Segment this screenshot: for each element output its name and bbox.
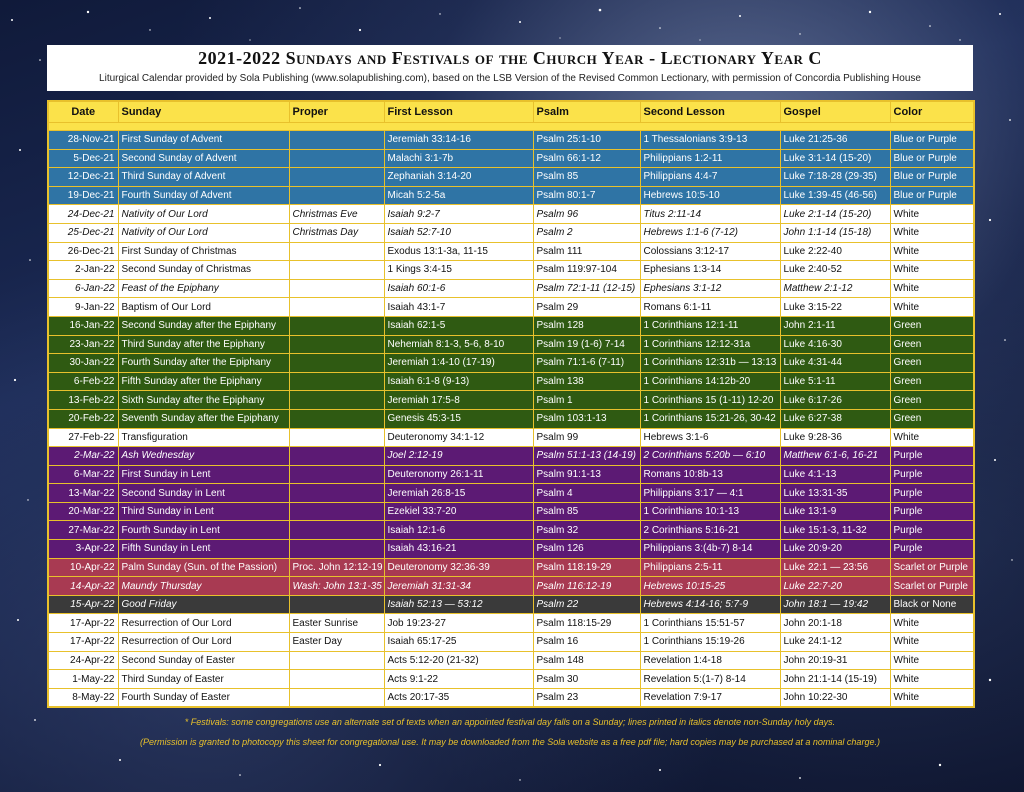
- cell-proper: [289, 316, 384, 335]
- cell-second-lesson: Hebrews 3:1-6: [640, 428, 780, 447]
- cell-date: 12-Dec-21: [48, 168, 118, 187]
- table-body: [48, 131, 974, 708]
- cell-psalm: Psalm 16: [533, 633, 640, 652]
- cell-date: 23-Jan-22: [48, 335, 118, 354]
- table-row: [48, 168, 974, 187]
- cell-sunday: Nativity of Our Lord: [118, 205, 289, 224]
- cell-proper: [289, 540, 384, 559]
- cell-second-lesson: 2 Corinthians 5:16-21: [640, 521, 780, 540]
- cell-second-lesson: 1 Corinthians 10:1-13: [640, 502, 780, 521]
- cell-first-lesson: Acts 5:12-20 (21-32): [384, 651, 533, 670]
- cell-psalm: Psalm 103:1-13: [533, 409, 640, 428]
- table-row: [48, 465, 974, 484]
- page-subtitle: Liturgical Calendar provided by Sola Publishing (www.solapublishing.com), based on the LSB Version of the Revised Common Lectionary, with permission of Concordia Publishing House: [99, 73, 921, 84]
- cell-proper: [289, 149, 384, 168]
- cell-first-lesson: 1 Kings 3:4-15: [384, 261, 533, 280]
- cell-date: 15-Apr-22: [48, 595, 118, 614]
- cell-color: White: [890, 298, 974, 317]
- cell-proper: [289, 168, 384, 187]
- cell-sunday: Second Sunday in Lent: [118, 484, 289, 503]
- cell-second-lesson: Ephesians 1:3-14: [640, 261, 780, 280]
- cell-date: 5-Dec-21: [48, 149, 118, 168]
- table-row: [48, 428, 974, 447]
- cell-first-lesson: Genesis 45:3-15: [384, 409, 533, 428]
- cell-gospel: Luke 20:9-20: [780, 540, 890, 559]
- cell-date: 13-Feb-22: [48, 391, 118, 410]
- cell-first-lesson: Isaiah 52:13 — 53:12: [384, 595, 533, 614]
- cell-date: 6-Jan-22: [48, 279, 118, 298]
- cell-proper: [289, 298, 384, 317]
- cell-sunday: First Sunday of Christmas: [118, 242, 289, 261]
- cell-sunday: Resurrection of Our Lord: [118, 614, 289, 633]
- table-row: [48, 149, 974, 168]
- cell-psalm: Psalm 118:15-29: [533, 614, 640, 633]
- cell-gospel: Luke 3:15-22: [780, 298, 890, 317]
- table-row: [48, 279, 974, 298]
- cell-proper: [289, 447, 384, 466]
- cell-date: 26-Dec-21: [48, 242, 118, 261]
- cell-psalm: Psalm 91:1-13: [533, 465, 640, 484]
- cell-second-lesson: Philippians 3:(4b-7) 8-14: [640, 540, 780, 559]
- cell-first-lesson: Isaiah 43:16-21: [384, 540, 533, 559]
- cell-color: Scarlet or Purple: [890, 577, 974, 596]
- header-color: Color: [890, 101, 974, 123]
- table-row: [48, 558, 974, 577]
- cell-second-lesson: Romans 6:1-11: [640, 298, 780, 317]
- cell-sunday: Fourth Sunday in Lent: [118, 521, 289, 540]
- cell-gospel: John 2:1-11: [780, 316, 890, 335]
- cell-date: 13-Mar-22: [48, 484, 118, 503]
- cell-color: Purple: [890, 465, 974, 484]
- header-proper: Proper: [289, 101, 384, 123]
- cell-date: 2-Mar-22: [48, 447, 118, 466]
- cell-color: White: [890, 670, 974, 689]
- cell-first-lesson: Deuteronomy 26:1-11: [384, 465, 533, 484]
- cell-date: 20-Feb-22: [48, 409, 118, 428]
- cell-gospel: Luke 1:39-45 (46-56): [780, 186, 890, 205]
- cell-first-lesson: Isaiah 9:2-7: [384, 205, 533, 224]
- title-box: [47, 45, 973, 91]
- cell-color: White: [890, 651, 974, 670]
- cell-proper: [289, 502, 384, 521]
- cell-second-lesson: Titus 2:11-14: [640, 205, 780, 224]
- cell-proper: [289, 521, 384, 540]
- cell-proper: Easter Day: [289, 633, 384, 652]
- table-row: [48, 186, 974, 205]
- table-row: [48, 688, 974, 707]
- cell-date: 16-Jan-22: [48, 316, 118, 335]
- cell-sunday: Ash Wednesday: [118, 447, 289, 466]
- cell-date: 30-Jan-22: [48, 354, 118, 373]
- cell-color: Purple: [890, 484, 974, 503]
- cell-date: 14-Apr-22: [48, 577, 118, 596]
- cell-psalm: Psalm 116:12-19: [533, 577, 640, 596]
- cell-sunday: Feast of the Epiphany: [118, 279, 289, 298]
- cell-color: Green: [890, 316, 974, 335]
- cell-proper: [289, 372, 384, 391]
- cell-sunday: Palm Sunday (Sun. of the Passion): [118, 558, 289, 577]
- cell-proper: [289, 409, 384, 428]
- cell-first-lesson: Isaiah 43:1-7: [384, 298, 533, 317]
- cell-second-lesson: Philippians 3:17 — 4:1: [640, 484, 780, 503]
- cell-psalm: Psalm 4: [533, 484, 640, 503]
- footnote-permission: (Permission is granted to photocopy this sheet for congregational use. It may be downloaded from the Sola website as a free pdf file; hard copies may be purchased at a nominal charge.): [140, 737, 880, 747]
- cell-color: Blue or Purple: [890, 168, 974, 187]
- table-row: [48, 205, 974, 224]
- cell-sunday: Fifth Sunday in Lent: [118, 540, 289, 559]
- cell-psalm: Psalm 2: [533, 223, 640, 242]
- table-row: [48, 354, 974, 373]
- cell-first-lesson: Jeremiah 1:4-10 (17-19): [384, 354, 533, 373]
- table-row: [48, 633, 974, 652]
- cell-proper: Easter Sunrise: [289, 614, 384, 633]
- table-header-row: [48, 101, 974, 123]
- cell-psalm: Psalm 29: [533, 298, 640, 317]
- cell-psalm: Psalm 51:1-13 (14-19): [533, 447, 640, 466]
- cell-color: Black or None: [890, 595, 974, 614]
- cell-gospel: Luke 22:7-20: [780, 577, 890, 596]
- cell-color: Purple: [890, 447, 974, 466]
- cell-sunday: First Sunday in Lent: [118, 465, 289, 484]
- table-row: [48, 242, 974, 261]
- cell-sunday: Baptism of Our Lord: [118, 298, 289, 317]
- cell-gospel: John 20:19-31: [780, 651, 890, 670]
- cell-color: Purple: [890, 502, 974, 521]
- cell-first-lesson: Jeremiah 33:14-16: [384, 131, 533, 150]
- cell-second-lesson: Philippians 2:5-11: [640, 558, 780, 577]
- table-row: [48, 670, 974, 689]
- cell-color: White: [890, 223, 974, 242]
- table-row: [48, 521, 974, 540]
- cell-psalm: Psalm 25:1-10: [533, 131, 640, 150]
- cell-first-lesson: Malachi 3:1-7b: [384, 149, 533, 168]
- cell-color: White: [890, 261, 974, 280]
- table-row: [48, 409, 974, 428]
- cell-second-lesson: Hebrews 1:1-6 (7-12): [640, 223, 780, 242]
- cell-psalm: Psalm 1: [533, 391, 640, 410]
- cell-gospel: Luke 3:1-14 (15-20): [780, 149, 890, 168]
- cell-sunday: Third Sunday of Advent: [118, 168, 289, 187]
- cell-color: Scarlet or Purple: [890, 558, 974, 577]
- cell-first-lesson: Deuteronomy 32:36-39: [384, 558, 533, 577]
- cell-second-lesson: 1 Corinthians 15 (1-11) 12-20: [640, 391, 780, 410]
- cell-psalm: Psalm 72:1-11 (12-15): [533, 279, 640, 298]
- cell-first-lesson: Jeremiah 26:8-15: [384, 484, 533, 503]
- cell-sunday: Sixth Sunday after the Epiphany: [118, 391, 289, 410]
- cell-gospel: Luke 2:22-40: [780, 242, 890, 261]
- cell-psalm: Psalm 119:97-104: [533, 261, 640, 280]
- page-title: 2021-2022 Sundays and Festivals of the Church Year - Lectionary Year C: [198, 48, 822, 68]
- cell-proper: [289, 428, 384, 447]
- cell-second-lesson: Philippians 4:4-7: [640, 168, 780, 187]
- table-row: [48, 298, 974, 317]
- table-row: [48, 261, 974, 280]
- cell-color: Blue or Purple: [890, 186, 974, 205]
- cell-second-lesson: 1 Corinthians 15:19-26: [640, 633, 780, 652]
- cell-color: Green: [890, 335, 974, 354]
- cell-psalm: Psalm 19 (1-6) 7-14: [533, 335, 640, 354]
- cell-second-lesson: Hebrews 10:15-25: [640, 577, 780, 596]
- cell-psalm: Psalm 96: [533, 205, 640, 224]
- cell-psalm: Psalm 85: [533, 168, 640, 187]
- cell-psalm: Psalm 22: [533, 595, 640, 614]
- cell-sunday: Fifth Sunday after the Epiphany: [118, 372, 289, 391]
- cell-gospel: Luke 4:16-30: [780, 335, 890, 354]
- cell-date: 25-Dec-21: [48, 223, 118, 242]
- table-row: [48, 316, 974, 335]
- cell-proper: [289, 186, 384, 205]
- cell-gospel: John 1:1-14 (15-18): [780, 223, 890, 242]
- cell-color: Green: [890, 354, 974, 373]
- cell-first-lesson: Exodus 13:1-3a, 11-15: [384, 242, 533, 261]
- cell-psalm: Psalm 71:1-6 (7-11): [533, 354, 640, 373]
- cell-color: Purple: [890, 540, 974, 559]
- cell-second-lesson: 1 Corinthians 12:1-11: [640, 316, 780, 335]
- header-sunday: Sunday: [118, 101, 289, 123]
- cell-second-lesson: 1 Corinthians 15:51-57: [640, 614, 780, 633]
- cell-psalm: Psalm 23: [533, 688, 640, 707]
- cell-color: Green: [890, 391, 974, 410]
- cell-first-lesson: Ezekiel 33:7-20: [384, 502, 533, 521]
- cell-second-lesson: Philippians 1:2-11: [640, 149, 780, 168]
- cell-proper: Wash: John 13:1-35: [289, 577, 384, 596]
- cell-sunday: First Sunday of Advent: [118, 131, 289, 150]
- footnote-festivals: * Festivals: some congregations use an alternate set of texts when an appointed festival day falls on a Sunday; lines printed in italics denote non-Sunday holy days.: [184, 717, 836, 727]
- cell-date: 17-Apr-22: [48, 614, 118, 633]
- cell-first-lesson: Nehemiah 8:1-3, 5-6, 8-10: [384, 335, 533, 354]
- table-row: [48, 484, 974, 503]
- cell-second-lesson: Hebrews 4:14-16; 5:7-9: [640, 595, 780, 614]
- cell-proper: [289, 261, 384, 280]
- cell-sunday: Second Sunday of Christmas: [118, 261, 289, 280]
- cell-date: 2-Jan-22: [48, 261, 118, 280]
- cell-date: 20-Mar-22: [48, 502, 118, 521]
- cell-color: White: [890, 205, 974, 224]
- cell-first-lesson: Jeremiah 31:31-34: [384, 577, 533, 596]
- cell-first-lesson: Deuteronomy 34:1-12: [384, 428, 533, 447]
- cell-psalm: Psalm 99: [533, 428, 640, 447]
- cell-gospel: Matthew 6:1-6, 16-21: [780, 447, 890, 466]
- cell-date: 10-Apr-22: [48, 558, 118, 577]
- cell-color: Purple: [890, 521, 974, 540]
- table-row: [48, 651, 974, 670]
- cell-gospel: Luke 2:1-14 (15-20): [780, 205, 890, 224]
- cell-color: White: [890, 614, 974, 633]
- cell-sunday: Third Sunday in Lent: [118, 502, 289, 521]
- cell-gospel: Luke 13:1-9: [780, 502, 890, 521]
- cell-color: White: [890, 428, 974, 447]
- header-date: Date: [48, 101, 118, 123]
- cell-proper: Christmas Day: [289, 223, 384, 242]
- cell-proper: [289, 242, 384, 261]
- cell-color: Blue or Purple: [890, 149, 974, 168]
- cell-gospel: Luke 9:28-36: [780, 428, 890, 447]
- cell-second-lesson: Revelation 5:(1-7) 8-14: [640, 670, 780, 689]
- cell-psalm: Psalm 80:1-7: [533, 186, 640, 205]
- cell-second-lesson: 1 Corinthians 12:31b — 13:13: [640, 354, 780, 373]
- cell-psalm: Psalm 111: [533, 242, 640, 261]
- cell-date: 24-Apr-22: [48, 651, 118, 670]
- cell-proper: Proc. John 12:12-19: [289, 558, 384, 577]
- header-spacer: [48, 123, 974, 131]
- cell-first-lesson: Isaiah 6:1-8 (9-13): [384, 372, 533, 391]
- cell-color: Green: [890, 372, 974, 391]
- table-row: [48, 131, 974, 150]
- cell-first-lesson: Acts 9:1-22: [384, 670, 533, 689]
- cell-date: 1-May-22: [48, 670, 118, 689]
- cell-color: White: [890, 633, 974, 652]
- cell-psalm: Psalm 148: [533, 651, 640, 670]
- table-row: [48, 335, 974, 354]
- cell-gospel: Luke 22:1 — 23:56: [780, 558, 890, 577]
- cell-first-lesson: Isaiah 52:7-10: [384, 223, 533, 242]
- cell-gospel: Luke 6:17-26: [780, 391, 890, 410]
- cell-date: 19-Dec-21: [48, 186, 118, 205]
- cell-date: 8-May-22: [48, 688, 118, 707]
- header-second-lesson: Second Lesson: [640, 101, 780, 123]
- cell-second-lesson: 1 Thessalonians 3:9-13: [640, 131, 780, 150]
- cell-first-lesson: Zephaniah 3:14-20: [384, 168, 533, 187]
- cell-sunday: Transfiguration: [118, 428, 289, 447]
- cell-second-lesson: Colossians 3:12-17: [640, 242, 780, 261]
- cell-sunday: Seventh Sunday after the Epiphany: [118, 409, 289, 428]
- cell-second-lesson: 1 Corinthians 15:21-26, 30-42: [640, 409, 780, 428]
- cell-first-lesson: Acts 20:17-35: [384, 688, 533, 707]
- table-row: [48, 502, 974, 521]
- cell-psalm: Psalm 85: [533, 502, 640, 521]
- cell-gospel: Luke 5:1-11: [780, 372, 890, 391]
- cell-psalm: Psalm 118:19-29: [533, 558, 640, 577]
- cell-proper: [289, 688, 384, 707]
- cell-gospel: John 20:1-18: [780, 614, 890, 633]
- cell-sunday: Third Sunday after the Epiphany: [118, 335, 289, 354]
- cell-sunday: Second Sunday after the Epiphany: [118, 316, 289, 335]
- lectionary-table: [47, 100, 975, 708]
- cell-proper: [289, 651, 384, 670]
- cell-date: 6-Mar-22: [48, 465, 118, 484]
- cell-first-lesson: Isaiah 12:1-6: [384, 521, 533, 540]
- cell-gospel: John 18:1 — 19:42: [780, 595, 890, 614]
- cell-gospel: Luke 4:1-13: [780, 465, 890, 484]
- cell-sunday: Fourth Sunday of Easter: [118, 688, 289, 707]
- header-first-lesson: First Lesson: [384, 101, 533, 123]
- cell-proper: Christmas Eve: [289, 205, 384, 224]
- table-row: [48, 595, 974, 614]
- cell-date: 3-Apr-22: [48, 540, 118, 559]
- cell-gospel: John 21:1-14 (15-19): [780, 670, 890, 689]
- cell-sunday: Second Sunday of Easter: [118, 651, 289, 670]
- cell-color: White: [890, 279, 974, 298]
- cell-proper: [289, 465, 384, 484]
- cell-first-lesson: Isaiah 62:1-5: [384, 316, 533, 335]
- cell-second-lesson: 1 Corinthians 12:12-31a: [640, 335, 780, 354]
- cell-sunday: Second Sunday of Advent: [118, 149, 289, 168]
- cell-proper: [289, 670, 384, 689]
- cell-date: 17-Apr-22: [48, 633, 118, 652]
- cell-gospel: Luke 2:40-52: [780, 261, 890, 280]
- cell-second-lesson: 2 Corinthians 5:20b — 6:10: [640, 447, 780, 466]
- cell-first-lesson: Isaiah 65:17-25: [384, 633, 533, 652]
- cell-gospel: Luke 7:18-28 (29-35): [780, 168, 890, 187]
- cell-second-lesson: Ephesians 3:1-12: [640, 279, 780, 298]
- cell-date: 9-Jan-22: [48, 298, 118, 317]
- table-row: [48, 540, 974, 559]
- cell-first-lesson: Isaiah 60:1-6: [384, 279, 533, 298]
- cell-gospel: Matthew 2:1-12: [780, 279, 890, 298]
- cell-gospel: Luke 13:31-35: [780, 484, 890, 503]
- header-gospel: Gospel: [780, 101, 890, 123]
- cell-proper: [289, 279, 384, 298]
- cell-proper: [289, 335, 384, 354]
- cell-color: White: [890, 242, 974, 261]
- cell-first-lesson: Micah 5:2-5a: [384, 186, 533, 205]
- cell-proper: [289, 131, 384, 150]
- cell-date: 27-Feb-22: [48, 428, 118, 447]
- cell-proper: [289, 595, 384, 614]
- cell-proper: [289, 391, 384, 410]
- cell-date: 24-Dec-21: [48, 205, 118, 224]
- cell-first-lesson: Jeremiah 17:5-8: [384, 391, 533, 410]
- cell-gospel: Luke 15:1-3, 11-32: [780, 521, 890, 540]
- cell-color: Blue or Purple: [890, 131, 974, 150]
- cell-second-lesson: Hebrews 10:5-10: [640, 186, 780, 205]
- cell-gospel: Luke 6:27-38: [780, 409, 890, 428]
- cell-sunday: Nativity of Our Lord: [118, 223, 289, 242]
- cell-sunday: Good Friday: [118, 595, 289, 614]
- cell-sunday: Fourth Sunday of Advent: [118, 186, 289, 205]
- cell-gospel: John 10:22-30: [780, 688, 890, 707]
- cell-gospel: Luke 24:1-12: [780, 633, 890, 652]
- table-row: [48, 391, 974, 410]
- cell-psalm: Psalm 126: [533, 540, 640, 559]
- cell-first-lesson: Joel 2:12-19: [384, 447, 533, 466]
- cell-psalm: Psalm 30: [533, 670, 640, 689]
- cell-psalm: Psalm 128: [533, 316, 640, 335]
- cell-second-lesson: Revelation 1:4-18: [640, 651, 780, 670]
- header-psalm: Psalm: [533, 101, 640, 123]
- cell-gospel: Luke 4:31-44: [780, 354, 890, 373]
- table-row: [48, 372, 974, 391]
- cell-color: White: [890, 688, 974, 707]
- cell-sunday: Third Sunday of Easter: [118, 670, 289, 689]
- cell-psalm: Psalm 66:1-12: [533, 149, 640, 168]
- cell-proper: [289, 484, 384, 503]
- cell-sunday: Fourth Sunday after the Epiphany: [118, 354, 289, 373]
- cell-date: 6-Feb-22: [48, 372, 118, 391]
- cell-date: 28-Nov-21: [48, 131, 118, 150]
- cell-second-lesson: Romans 10:8b-13: [640, 465, 780, 484]
- cell-proper: [289, 354, 384, 373]
- cell-sunday: Maundy Thursday: [118, 577, 289, 596]
- cell-gospel: Luke 21:25-36: [780, 131, 890, 150]
- cell-first-lesson: Job 19:23-27: [384, 614, 533, 633]
- cell-sunday: Resurrection of Our Lord: [118, 633, 289, 652]
- table-row: [48, 577, 974, 596]
- table-row: [48, 614, 974, 633]
- cell-psalm: Psalm 32: [533, 521, 640, 540]
- table-row: [48, 223, 974, 242]
- cell-psalm: Psalm 138: [533, 372, 640, 391]
- table-row: [48, 447, 974, 466]
- cell-color: Green: [890, 409, 974, 428]
- cell-date: 27-Mar-22: [48, 521, 118, 540]
- cell-second-lesson: Revelation 7:9-17: [640, 688, 780, 707]
- cell-second-lesson: 1 Corinthians 14:12b-20: [640, 372, 780, 391]
